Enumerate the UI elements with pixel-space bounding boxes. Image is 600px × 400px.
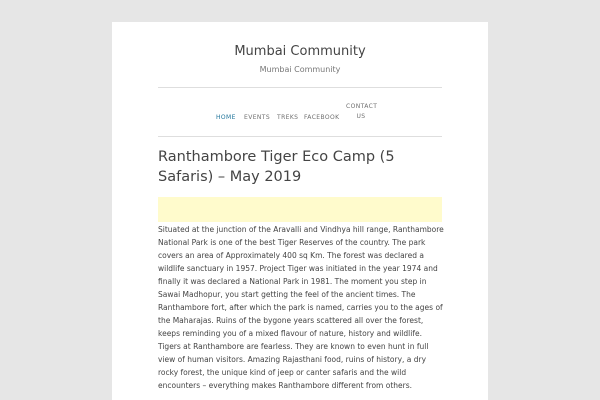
header-divider-top <box>158 87 442 88</box>
ad-banner <box>158 197 442 222</box>
nav-item-events[interactable]: EVENTS <box>244 114 271 121</box>
post-title[interactable]: Ranthambore Tiger Eco Camp (5 Safaris) – May 2019 <box>158 149 395 185</box>
nav-contact-line-1: CONTACT <box>346 103 378 110</box>
site-description: Mumbai Community <box>259 65 341 74</box>
nav-item-treks[interactable]: TREKS <box>277 114 299 121</box>
header-divider-bottom <box>158 136 442 137</box>
site-title[interactable]: Mumbai Community <box>234 44 366 59</box>
nav-item-home[interactable]: HOME <box>216 114 236 121</box>
nav-item-facebook[interactable]: FACEBOOK <box>304 114 340 121</box>
page-container <box>112 22 488 400</box>
nav-item-contact-us[interactable] <box>346 102 376 122</box>
nav-contact-line-2: US <box>356 113 366 120</box>
post-body: Situated at the junction of the Aravalli and Vindhya hill range, Ranthambore National Park is one of the best Tiger Reserves of the country. The park covers an area of Approximately 400 sq Km. The forest was declared a wildlife sanctuary in 1957. Project Tiger was initiated in the year 1974 and finally it was declared a National Park in 1981. The moment you step in Sawai Madhopur, you start getting the feel of the ancient times. The Ranthambore fort, after which the park is named, carries you to the ages of the Maharajas. Ruins of the bygone years scattered all over the forest, keeps reminding you of a mixed flavour of nature, history and wildlife. Tigers at Ranthambore are fearless. They are known to even hunt in full view of human visitors. Amazing Rajasthani food, ruins of history, a dry rocky forest, the unique kind of jeep or canter safaris and the wild encounters – everything makes Ranthambore different from others. <box>158 225 444 390</box>
